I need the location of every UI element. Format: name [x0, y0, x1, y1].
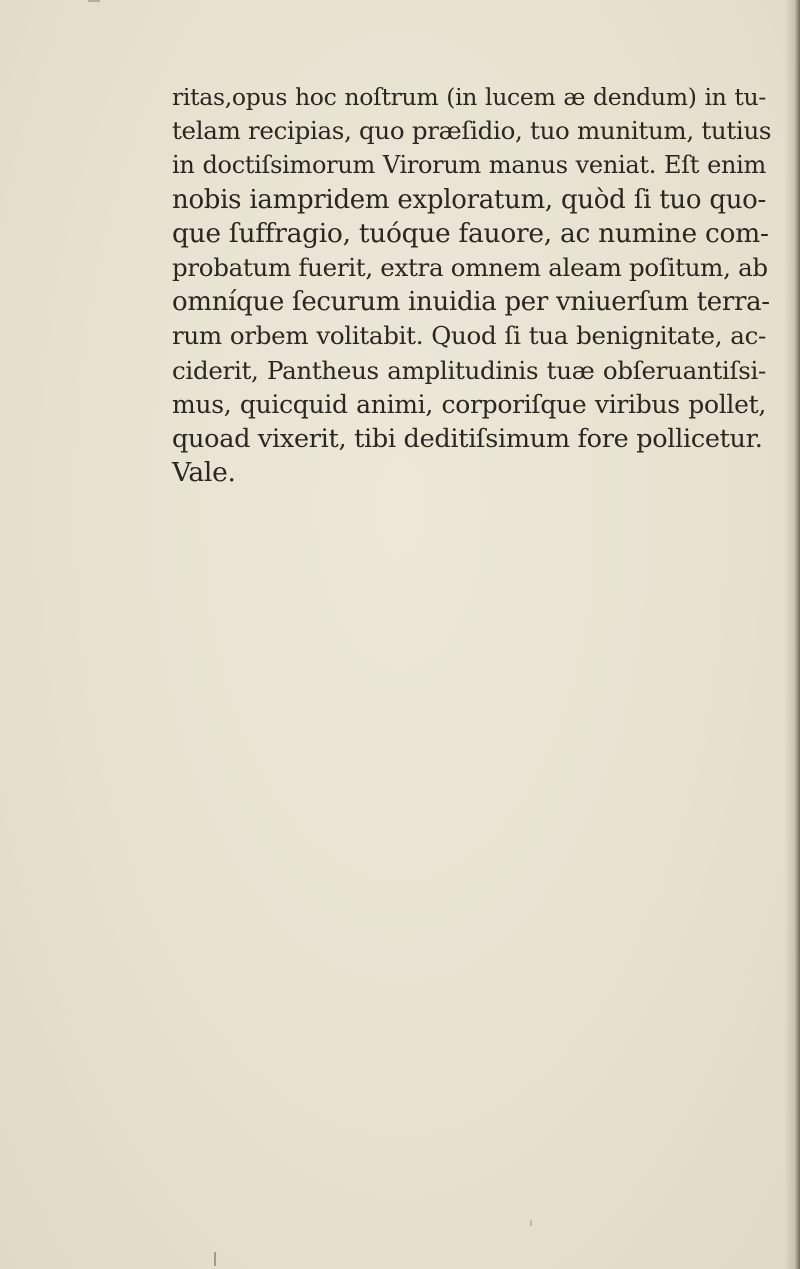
text-line: quoad vixerit, tibi deditiſsimum fore pollicetur. [172, 424, 763, 455]
text-line: mus, quicquid animi, corporiſque viribus pollet, [172, 389, 766, 419]
body-text [172, 80, 772, 490]
text-line: ciderit, Pantheus amplitudinis tuæ obſeruantiſsi- [172, 355, 766, 385]
text-line-closing: Vale. [172, 457, 236, 489]
text-line: telam recipias, quo præſidio, tuo munitum, tutius [172, 116, 772, 146]
text-line: que ſuffragio, tuóque fauore, ac numine com- [172, 217, 769, 249]
text-line: ritas,opus hoc noſtrum (in lucem æ dendum) in tu- [172, 83, 766, 111]
text-line: omníque ſecurum inuidia per vniuerſum terra- [172, 287, 770, 318]
text-line: probatum fuerit, extra omnem aleam poſitum, ab [172, 253, 768, 283]
text-line: in doctiſsimorum Virorum manus veniat. Eſt enim [172, 151, 766, 180]
paper-speck [214, 1252, 216, 1266]
page-edge-shadow [784, 0, 794, 1269]
paper-speck [88, 0, 100, 2]
text-line: rum orbem volitabit. Quod ſi tua benignitate, ac- [172, 321, 766, 351]
paper-speck [530, 1220, 532, 1226]
page-edge [794, 0, 800, 1269]
text-line: nobis iampridem exploratum, quòd ſi tuo quo- [172, 184, 766, 215]
